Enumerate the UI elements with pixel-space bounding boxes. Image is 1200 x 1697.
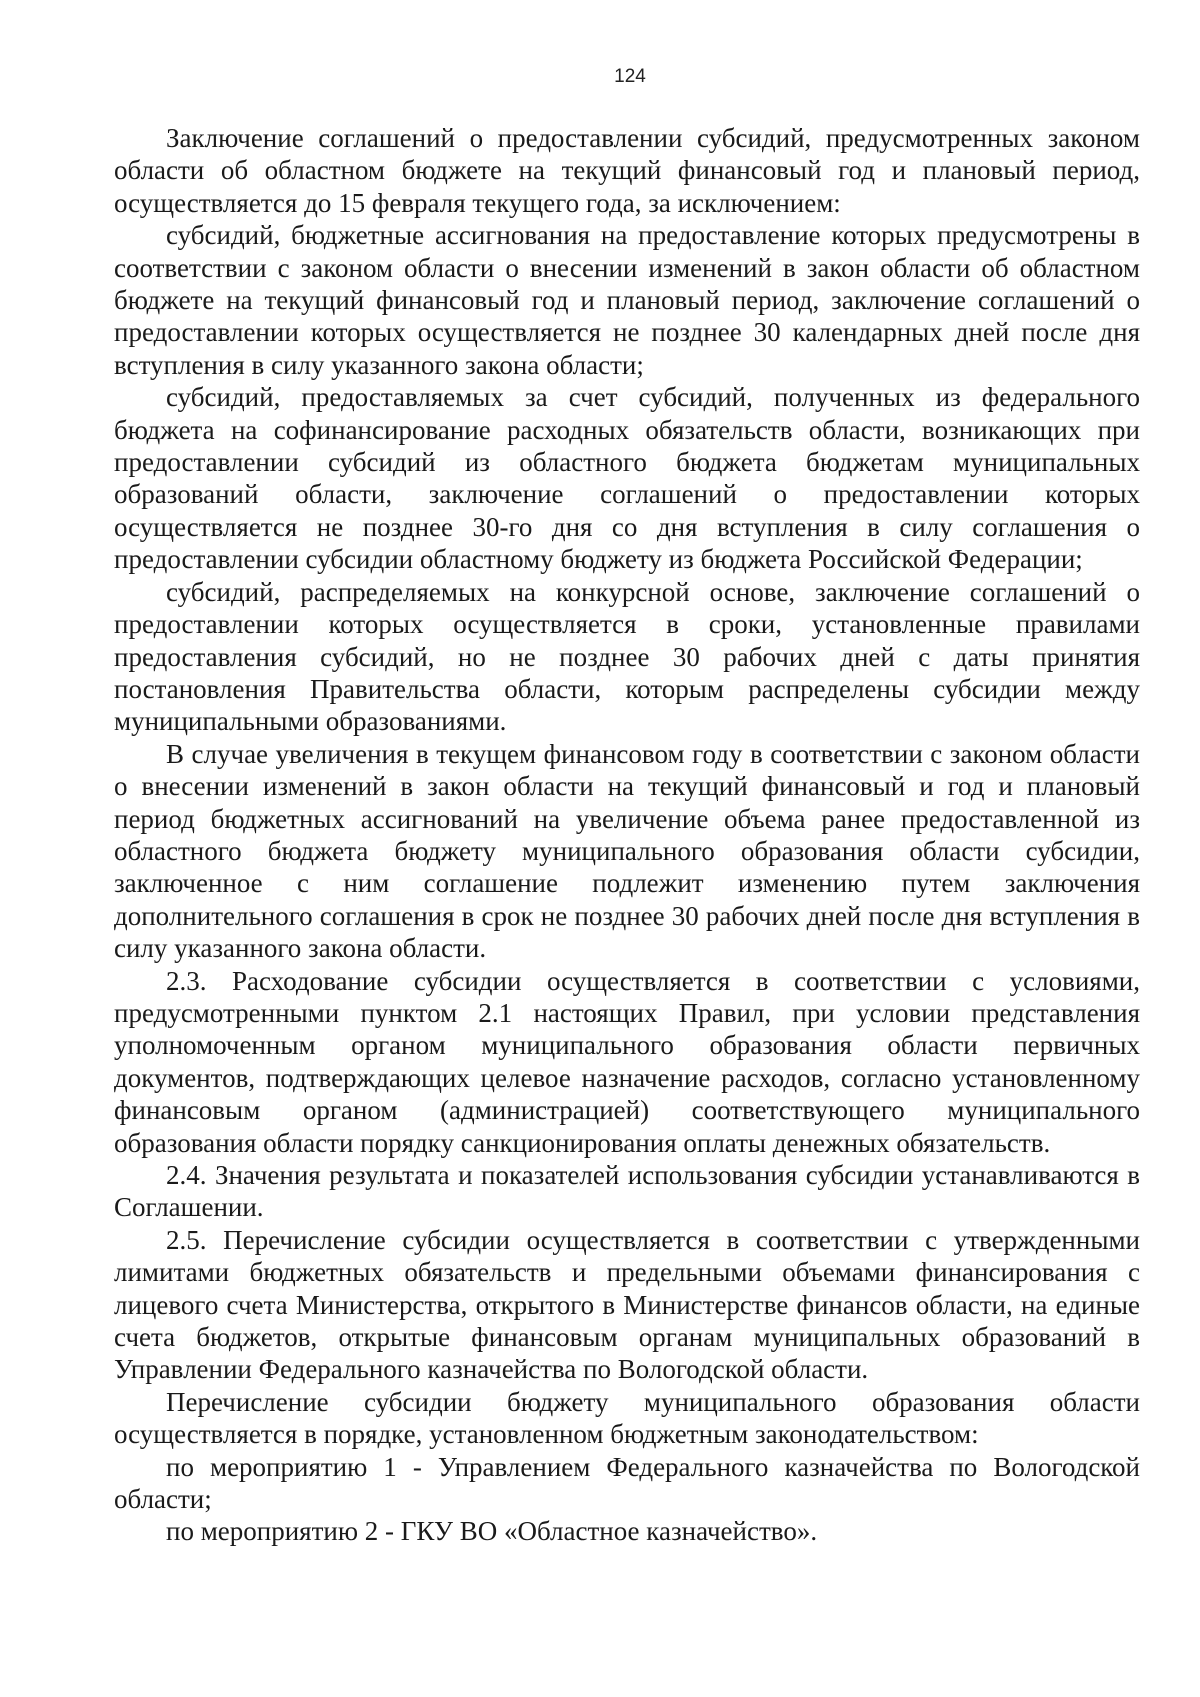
document-body — [114, 122, 1140, 1548]
page-number: 124 — [614, 66, 646, 87]
paragraph: по мероприятию 1 - Управлением Федерального казначейства по Вологодской области; — [114, 1451, 1140, 1515]
paragraph: В случае увеличения в текущем финансовом году в соответствии с законом области о внесении изменений в закон области на текущий финансовый и год и плановый период бюджетных ассигнований на увеличение объема ранее предоставленной из областного бюджета бюджету муниципального образования области субсидии, заключенное с ним соглашение подлежит изменению путем заключения дополнительного соглашения в срок не позднее 30 рабочих дней после дня вступления в силу указанного закона области. — [114, 738, 1140, 964]
paragraph: 2.4. Значения результата и показателей использования субсидии устанавливаются в Соглашении. — [114, 1160, 1140, 1223]
paragraph: по мероприятию 2 - ГКУ ВО «Областное казначейство». — [166, 1516, 818, 1547]
paragraph: 2.3. Расходование субсидии осуществляется в соответствии с условиями, предусмотренными пунктом 2.1 настоящих Правил, при условии представления уполномоченным органом муниципального образования области первичных документов, подтверждающих целевое назначение расходов, согласно установленному финансовым органом (администрацией) соответствующего муниципального образования области порядку санкционирования оплаты денежных обязательств. — [114, 965, 1140, 1158]
paragraph: Заключение соглашений о предоставлении субсидий, предусмотренных законом области об областном бюджете на текущий финансовый год и плановый период, осуществляется до 15 февраля текущего года, за исключением: — [114, 123, 1140, 218]
paragraph: субсидий, предоставляемых за счет субсидий, полученных из федерального бюджета на софинансирование расходных обязательств области, возникающих при предоставлении субсидий из областного бюджета бюджетам муниципальных образований области, заключение соглашений о предоставлении которых осуществляется не позднее 30-го дня со дня вступления в силу соглашения о предоставлении субсидии областному бюджету из бюджета Российской Федерации; — [114, 382, 1140, 575]
paragraph: Перечисление субсидии бюджету муниципального образования области осуществляется в порядке, установленном бюджетным законодательством: — [114, 1386, 1140, 1450]
paragraph: субсидий, распределяемых на конкурсной основе, заключение соглашений о предоставлении которых осуществляется в сроки, установленные правилами предоставления субсидий, но не позднее 30 рабочих дней с даты принятия постановления Правительства области, которым распределены субсидии между муниципальными образованиями. — [114, 576, 1140, 737]
paragraph: субсидий, бюджетные ассигнования на предоставление которых предусмотрены в соответствии с законом области о внесении изменений в закон области об областном бюджете на текущий финансовый год и плановый период, заключение соглашений о предоставлении которых осуществляется не позднее 30 календарных дней после дня вступления в силу указанного закона области; — [114, 220, 1140, 380]
paragraph: 2.5. Перечисление субсидии осуществляется в соответствии с утвержденными лимитами бюджетных обязательств и предельными объемами финансирования с лицевого счета Министерства, открытого в Министерстве финансов области, на единые счета бюджетов, открытые финансовым органам муниципальных образований в Управлении Федерального казначейства по Вологодской области. — [114, 1224, 1140, 1385]
